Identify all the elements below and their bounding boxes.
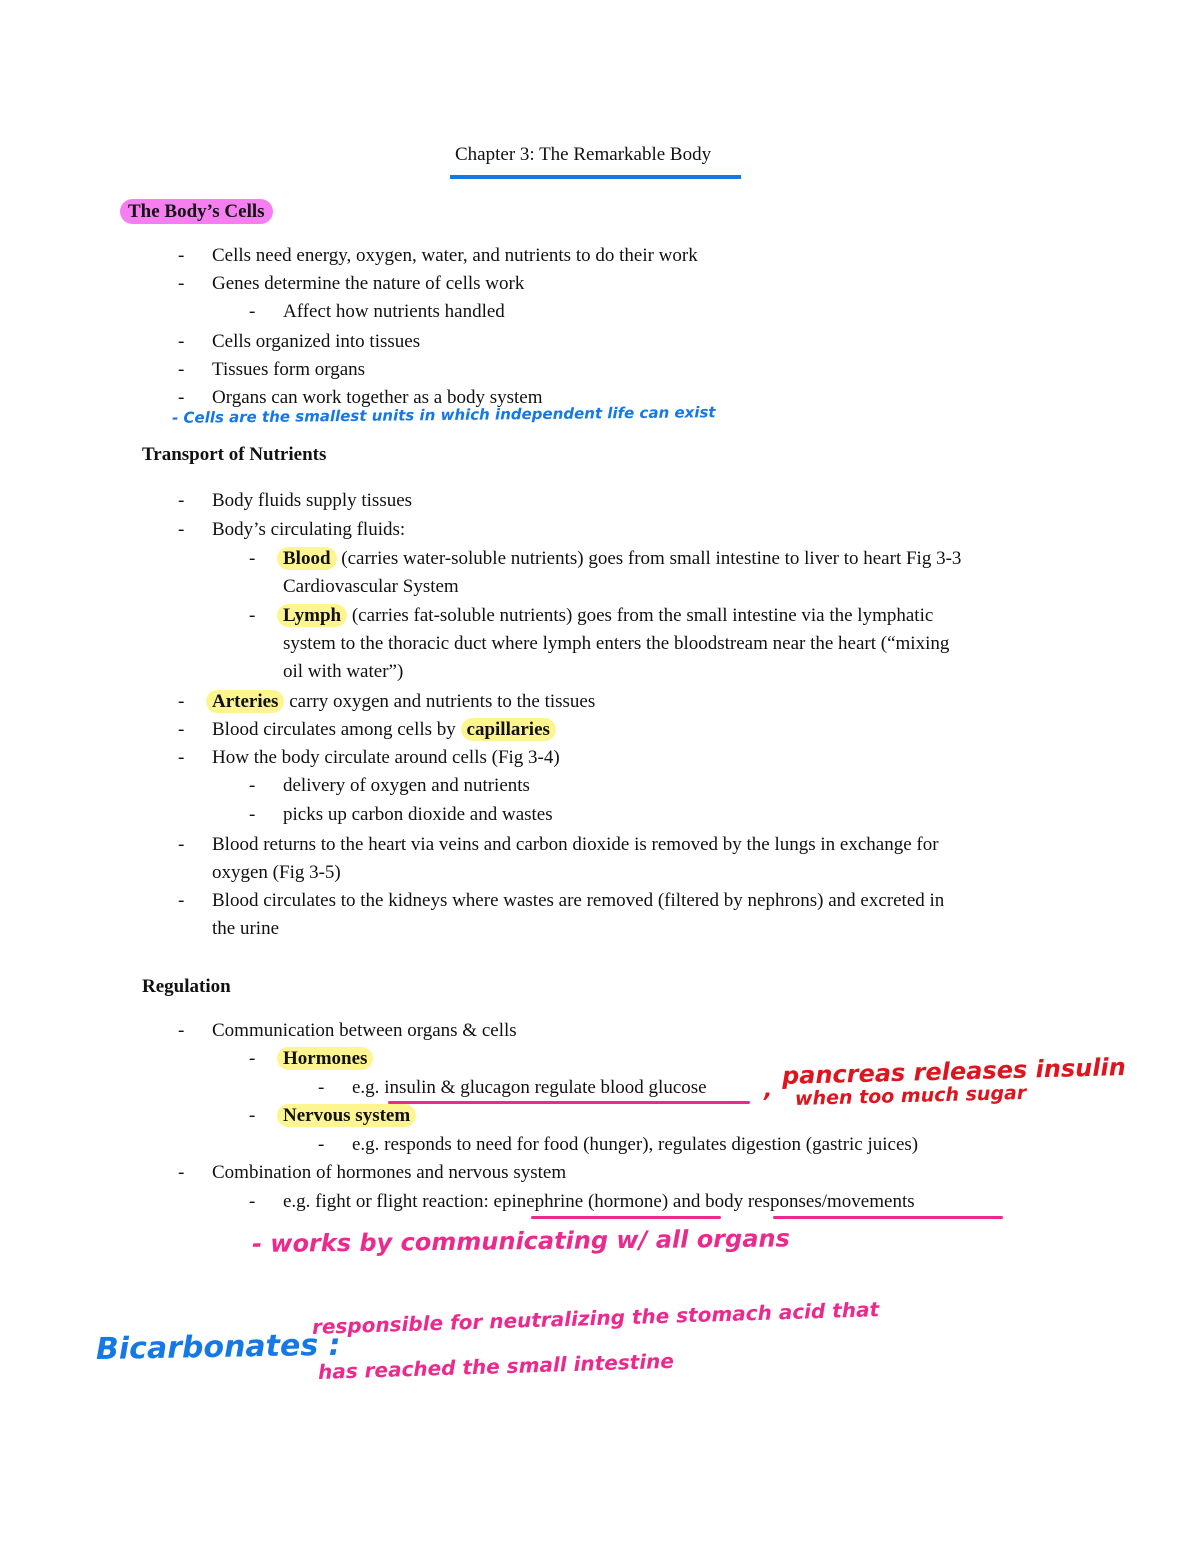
bullet-dash: - <box>249 775 256 796</box>
handwritten-bicarbonates-line1: responsible for neutralizing the stomach acid that <box>311 1297 880 1339</box>
list-item-arteries <box>212 688 595 716</box>
list-item-hormones <box>283 1045 373 1073</box>
bullet-dash: - <box>249 301 256 322</box>
handwritten-bicarbonates-line2: has reached the small intestine <box>317 1348 675 1384</box>
bullet-dash: - <box>178 834 185 855</box>
bullet-dash: - <box>178 890 185 911</box>
list-item-continuation: oil with water”) <box>283 661 404 682</box>
epinephrine-underline <box>531 1216 721 1219</box>
list-item: delivery of oxygen and nutrients <box>283 775 530 796</box>
bullet-dash: - <box>178 1020 185 1041</box>
nervous-term: Nervous system <box>277 1104 416 1127</box>
list-item: Tissues form organs <box>212 359 366 380</box>
arteries-text: carry oxygen and nutrients to the tissues <box>284 691 596 712</box>
handwritten-works-note: - works by communicating w/ all organs <box>251 1224 790 1258</box>
list-item: Blood returns to the heart via veins and carbon dioxide is removed by the lungs in exchange for <box>212 834 939 855</box>
bullet-dash: - <box>178 719 185 740</box>
list-item-insulin <box>352 1074 707 1102</box>
list-item: Cells need energy, oxygen, water, and nutrients to do their work <box>212 245 698 266</box>
list-item: Combination of hormones and nervous system <box>212 1162 567 1183</box>
list-item: Body’s circulating fluids: <box>212 519 406 540</box>
list-item: How the body circulate around cells (Fig 3-4) <box>212 747 560 768</box>
blood-text: (carries water-soluble nutrients) goes from small intestine to liver to heart Fig 3-3 <box>336 548 962 569</box>
handwritten-comma: , <box>764 1078 773 1103</box>
section-heading-regulation: Regulation <box>142 976 231 997</box>
capillaries-text: Blood circulates among cells by <box>212 719 461 740</box>
bullet-dash: - <box>178 747 185 768</box>
page-title: Chapter 3: The Remarkable Body <box>455 144 712 165</box>
bullet-dash: - <box>178 245 185 266</box>
lymph-text: (carries fat-soluble nutrients) goes from the small intestine via the lymphatic <box>347 605 934 626</box>
list-item-continuation: the urine <box>212 918 280 939</box>
epinephrine-text: epinephrine (hormone) <box>493 1191 669 1212</box>
list-item: Body fluids supply tissues <box>212 490 413 511</box>
body-responses-underline <box>773 1216 1003 1219</box>
blood-term: Blood <box>277 547 337 570</box>
list-item-continuation: Cardiovascular System <box>283 576 459 597</box>
list-item-lymph <box>283 602 933 630</box>
bullet-dash: - <box>178 1162 185 1183</box>
bullet-dash: - <box>178 519 185 540</box>
list-item-fight-flight <box>283 1188 915 1216</box>
insulin-text: insulin & glucagon regulate blood glucose <box>384 1077 707 1098</box>
list-item: e.g. responds to need for food (hunger), regulates digestion (gastric juices) <box>352 1134 919 1155</box>
hormones-term: Hormones <box>277 1047 373 1070</box>
bullet-dash: - <box>249 1191 256 1212</box>
bullet-dash: - <box>178 359 185 380</box>
section-heading-transport: Transport of Nutrients <box>142 444 327 465</box>
list-item-continuation: system to the thoracic duct where lymph enters the bloodstream near the heart (“mixing <box>283 633 950 654</box>
bullet-dash: - <box>178 387 185 408</box>
handwritten-bicarbonates-term: Bicarbonates : <box>95 1327 341 1367</box>
list-item: Blood circulates to the kidneys where wastes are removed (filtered by nephrons) and excreted in <box>212 890 945 911</box>
list-item: Cells organized into tissues <box>212 331 421 352</box>
eg-prefix: e.g. <box>352 1077 385 1098</box>
arteries-term: Arteries <box>206 690 284 713</box>
bullet-dash: - <box>249 605 256 626</box>
bullet-dash: - <box>178 331 185 352</box>
list-item-blood <box>283 545 961 573</box>
list-item: Organs can work together as a body system <box>212 387 543 408</box>
bullet-dash: - <box>178 490 185 511</box>
list-item-nervous <box>283 1102 416 1130</box>
bullet-dash: - <box>249 804 256 825</box>
list-item: Genes determine the nature of cells work <box>212 273 525 294</box>
capillaries-term: capillaries <box>461 718 556 741</box>
list-item: Affect how nutrients handled <box>283 301 505 322</box>
bullet-dash: - <box>249 1048 256 1069</box>
title-underline <box>450 175 741 179</box>
bullet-dash: - <box>318 1077 325 1098</box>
cells-heading-highlight: The Body’s Cells <box>120 199 273 224</box>
fight-flight-text: e.g. fight or flight reaction: <box>283 1191 494 1212</box>
bullet-dash: - <box>318 1134 325 1155</box>
section-heading-cells <box>120 198 273 226</box>
body-responses-text: body responses/movements <box>705 1191 915 1212</box>
handwritten-note-cells: - Cells are the smallest units in which independent life can exist <box>171 403 716 427</box>
list-item: picks up carbon dioxide and wastes <box>283 804 553 825</box>
list-item-capillaries <box>212 716 556 744</box>
handwritten-pancreas-line2: when too much sugar <box>794 1081 1027 1110</box>
list-item-continuation: oxygen (Fig 3-5) <box>212 862 341 883</box>
list-item: Communication between organs & cells <box>212 1020 517 1041</box>
lymph-term: Lymph <box>277 604 347 627</box>
bullet-dash: - <box>249 548 256 569</box>
insulin-underline <box>388 1101 750 1104</box>
handwritten-pancreas-line1: pancreas releases insulin <box>781 1053 1127 1090</box>
bullet-dash: - <box>178 691 185 712</box>
bullet-dash: - <box>249 1105 256 1126</box>
bullet-dash: - <box>178 273 185 294</box>
conjunction-text: and <box>668 1191 706 1212</box>
